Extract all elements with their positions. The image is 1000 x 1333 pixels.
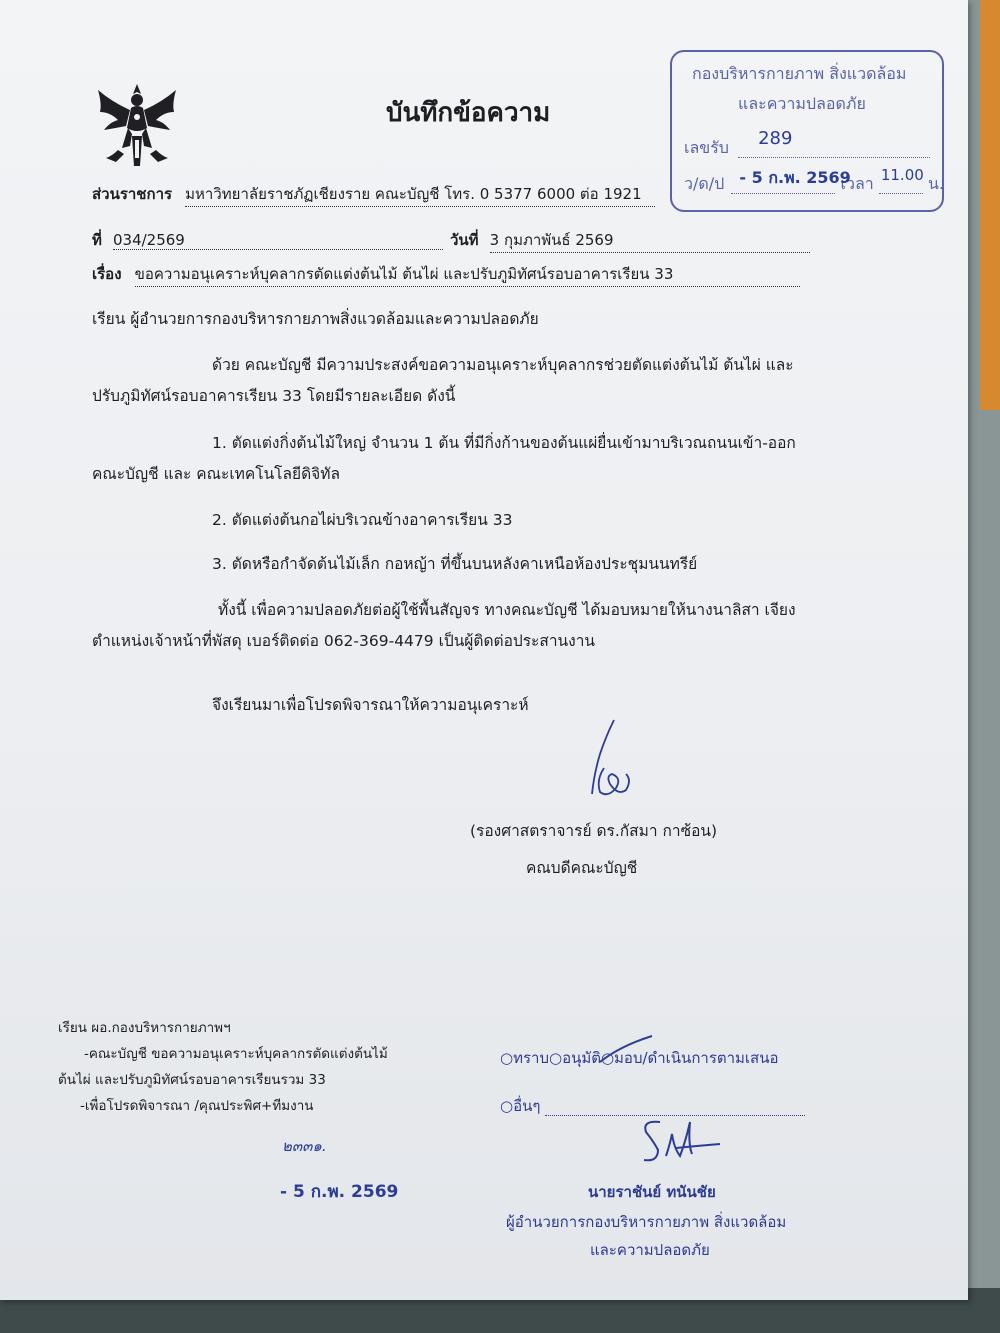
paragraph-1-line-2: ปรับภูมิทัศน์รอบอาคารเรียน 33 โดยมีรายละเอียด ดังนี้ [92,387,456,405]
paragraph-1-line-1: ด้วย คณะบัญชี มีความประสงค์ขอความอนุเคราะห์บุคลากรช่วยตัดแต่งต้นไม้ ต้นไผ่ และ [212,356,794,374]
stamp-date-value: - 5 ก.พ. 2569 [739,168,851,187]
stamp-agency-line-1: กองบริหารกายภาพ สิ่งแวดล้อม [692,64,907,83]
agency-row [92,182,655,207]
agency-value: มหาวิทยาลัยราชภัฏเชียงราย คณะบัญชี โทร. 0 5377 6000 ต่อ 1921 [185,182,655,207]
endorsement-date-stamp: - 5 ก.พ. 2569 [280,1182,399,1202]
item-3: 3. ตัดหรือกำจัดต้นไม้เล็ก กอหญ้า ที่ขึ้นบนหลังคาเหนือห้องประชุมนนทรีย์ [212,555,698,573]
paragraph-2-line-1: ทั้งนี้ เพื่อความปลอดภัยต่อผู้ใช้พื้นสัญจร ทางคณะบัญชี ได้มอบหมายให้นางนาลิสา เจียง [218,601,796,619]
endorsement-line-3: ต้นไผ่ และปรับภูมิทัศน์รอบอาคารเรียนรวม 33 [58,1072,326,1088]
memo-title: บันทึกข้อความ [386,98,551,128]
decision-other-label: ○อื่นๆ [500,1097,541,1115]
garuda-emblem-icon [92,82,182,172]
date-label: วันที่ [450,231,479,249]
decision-options: ○ทราบ○อนุมัติ○มอบ/ดำเนินการตามเสนอ [500,1049,779,1067]
stamp-time-unit: น. [927,174,944,193]
subject-row [92,262,800,287]
director-signature-icon [636,1114,726,1170]
item-1-line-2: คณะบัญชี และ คณะเทคโนโลยีดิจิทัล [92,465,340,483]
agency-label: ส่วนราชการ [92,185,173,203]
director-name: นายราชันย์ ทนันชัย [588,1183,716,1201]
reference-row [92,228,443,252]
subject-label: เรื่อง [92,265,122,283]
stamp-time-value: 11.00 [880,166,924,184]
signatory-position: คณบดีคณะบัญชี [526,859,638,877]
stamp-received-label: เลขรับ [684,138,729,157]
stamp-received-row [684,128,930,161]
decision-checkmark-icon [596,1032,656,1068]
reference-label: ที่ [92,231,102,249]
addressee: เรียน ผู้อำนวยการกองบริหารกายภาพสิ่งแวดล้อมและความปลอดภัย [92,310,539,328]
endorsement-line-4: -เพื่อโปรดพิจารณา /คุณประพิศ+ทีมงาน [80,1098,314,1114]
endorsement-initials: ๒๓๓๑. [282,1137,327,1155]
item-1-line-1: 1. ตัดแต่งกิ่งต้นไม้ใหญ่ จำนวน 1 ต้น ที่มีกิ่งก้านของต้นแผ่ยื่นเข้ามาบริเวณถนนเข้า-ออก [212,434,796,452]
date-value: 3 กุมภาพันธ์ 2569 [490,228,810,253]
endorsement-line-2: -คณะบัญชี ขอความอนุเคราะห์บุคลากรตัดแต่งต้นไม้ [84,1046,388,1062]
dean-signature-icon [586,718,636,802]
stamp-time-label: เวลา [840,174,874,193]
receipt-stamp [670,50,944,212]
stamp-agency-line-2: และความปลอดภัย [738,94,866,113]
closing-sentence: จึงเรียนมาเพื่อโปรดพิจารณาให้ความอนุเคราะห์ [212,696,529,714]
endorsement-line-1: เรียน ผอ.กองบริหารกายภาพฯ [58,1020,231,1036]
item-2: 2. ตัดแต่งต้นกอไผ่บริเวณข้างอาคารเรียน 33 [212,511,513,529]
stamp-received-number: 289 [758,128,793,149]
date-row [450,228,810,253]
background-orange-object [980,0,1000,410]
director-position-line-1: ผู้อำนวยการกองบริหารกายภาพ สิ่งแวดล้อม [506,1213,787,1231]
reference-number: 034/2569 [113,231,443,250]
paragraph-2-line-2: ตำแหน่งเจ้าหน้าที่พัสดุ เบอร์ติดต่อ 062-369-4479 เป็นผู้ติดต่อประสานงาน [92,632,596,650]
stamp-datetime-row [684,166,944,197]
stamp-date-label: ว/ด/ป [684,174,725,193]
subject-value: ขอความอนุเคราะห์บุคลากรตัดแต่งต้นไม้ ต้นไผ่ และปรับภูมิทัศน์รอบอาคารเรียน 33 [135,262,800,287]
director-position-line-2: และความปลอดภัย [590,1241,710,1259]
signatory-name: (รองศาสตราจารย์ ดร.กัสมา กาซ้อน) [470,822,718,840]
